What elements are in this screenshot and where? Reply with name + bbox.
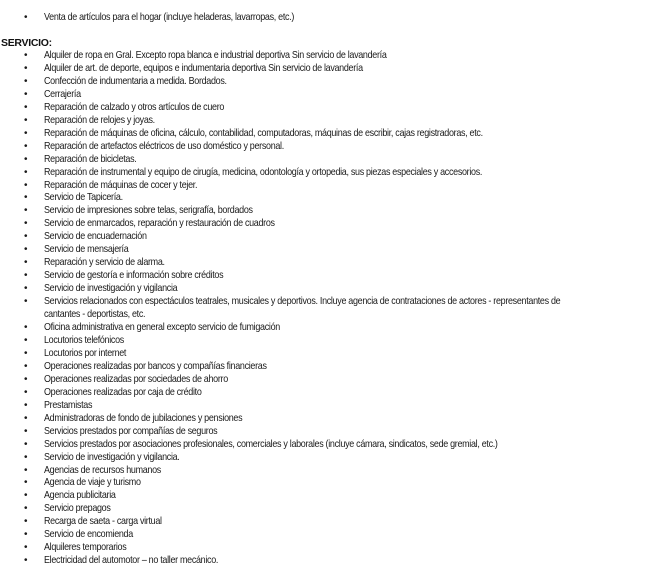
list-item (0, 205, 656, 218)
list-item (0, 257, 656, 270)
bullet-icon: • (24, 399, 28, 411)
list-item-text: Servicio de enmarcados, reparación y restauración de cuadros (44, 218, 275, 230)
list-item-text: Servicio de investigación y vigilancia (44, 283, 178, 295)
bullet-icon: • (24, 516, 28, 528)
section-title: SERVICIO: (1, 37, 52, 49)
list-item (0, 555, 656, 568)
servicio-list (0, 50, 656, 568)
bullet-icon: • (24, 179, 28, 191)
list-item-text: Operaciones realizadas por sociedades de ahorro (44, 373, 228, 385)
list-item-text: Alquileres temporarios (44, 542, 127, 554)
bullet-icon: • (24, 127, 28, 139)
list-item (0, 270, 656, 283)
list-item (0, 192, 656, 205)
bullet-icon: • (24, 425, 28, 437)
list-item (0, 490, 656, 503)
bullet-icon: • (24, 257, 28, 269)
list-item-text: Operaciones realizadas por caja de crédito (44, 386, 202, 398)
list-item-text: Operaciones realizadas por bancos y compañías financieras (44, 360, 267, 372)
list-item-text: Agencias de recursos humanos (44, 464, 161, 476)
list-item (0, 413, 656, 426)
bullet-icon: • (24, 529, 28, 541)
list-item (0, 76, 656, 89)
list-item-text: Reparación de relojes y joyas. (44, 114, 155, 126)
list-item (0, 361, 656, 374)
bullet-icon: • (24, 50, 28, 61)
list-item (0, 400, 656, 413)
list-item-text: Alquiler de ropa en Gral. Excepto ropa blanca e industrial deportiva Sin servicio de lavandería (44, 50, 387, 61)
list-item-text: Alquiler de art. de deporte, equipos e indumentaria deportiva Sin servicio de lavandería (44, 62, 363, 74)
list-item-text: Agencia publicitaria (44, 490, 116, 502)
list-item-text: Reparación de artefactos eléctricos de uso doméstico y personal. (44, 140, 284, 152)
bullet-icon: • (24, 166, 28, 178)
list-item (0, 439, 656, 452)
list-item (0, 89, 656, 102)
list-item-text: Servicios prestados por compañías de seguros (44, 425, 218, 437)
list-item-text: Reparación de máquinas de oficina, cálculo, contabilidad, computadoras, máquinas de escribir, cajas registradoras, etc. (44, 127, 483, 139)
list-item (0, 12, 656, 25)
list-item (0, 322, 656, 335)
bullet-icon: • (24, 360, 28, 372)
list-item (0, 50, 656, 63)
list-item (0, 477, 656, 490)
list-item-text: Locutorios telefónicos (44, 334, 124, 346)
list-item-text: Servicio de encuadernación (44, 231, 147, 243)
bullet-icon: • (24, 296, 28, 308)
list-item-text: Servicio de Tapicería. (44, 192, 123, 204)
list-item (0, 348, 656, 361)
list-item-text: cantantes - deportistas, etc. (44, 309, 146, 321)
list-item-text: Servicio de gestoría e información sobre créditos (44, 270, 224, 282)
bullet-icon: • (24, 218, 28, 230)
list-item-text: Recarga de saeta - carga virtual (44, 516, 162, 528)
bullet-icon: • (24, 490, 28, 502)
bullet-icon: • (24, 503, 28, 515)
list-item-text: Servicio de impresiones sobre telas, serigrafía, bordados (44, 205, 253, 217)
bullet-icon: • (24, 244, 28, 256)
list-item-text: Reparación y servicio de alarma. (44, 257, 165, 269)
list-item (0, 387, 656, 400)
list-item-text: Servicios relacionados con espectáculos teatrales, musicales y deportivos. Incluye agencia de contrataciones de actores - representantes de (44, 296, 561, 308)
bullet-icon: • (24, 451, 28, 463)
list-item (0, 102, 656, 115)
list-item-text: Reparación de instrumental y equipo de cirugía, medicina, odontología y ortopedia, sus piezas especiales y accesorios. (44, 166, 483, 178)
list-item (0, 503, 656, 516)
list-item-text: Cerrajería (44, 88, 81, 100)
list-item (0, 141, 656, 154)
list-item (0, 231, 656, 244)
bullet-icon: • (24, 270, 28, 282)
bullet-icon: • (24, 334, 28, 346)
list-item-text: Prestamistas (44, 399, 93, 411)
bullet-icon: • (24, 438, 28, 450)
list-item-text: Servicio de investigación y vigilancia. (44, 451, 180, 463)
bullet-icon: • (24, 322, 28, 334)
list-item-text: Reparación de calzado y otros artículos de cuero (44, 101, 225, 113)
bullet-icon: • (24, 140, 28, 152)
list-item (0, 335, 656, 348)
list-item (0, 283, 656, 296)
bullet-icon: • (24, 464, 28, 476)
list-item (0, 529, 656, 542)
top-list (0, 12, 656, 25)
list-item-text: Agencia de viaje y turismo (44, 477, 141, 489)
bullet-icon: • (24, 192, 28, 204)
bullet-icon: • (24, 62, 28, 74)
bullet-icon: • (24, 555, 28, 567)
list-item-text: Servicios prestados por asociaciones profesionales, comerciales y laborales (incluye cámara, sindicatos, sede gremial, etc.) (44, 438, 498, 450)
list-item-continuation (0, 309, 656, 322)
bullet-icon: • (24, 101, 28, 113)
list-item-text: Servicio de mensajería (44, 244, 129, 256)
list-item-text: Electricidad del automotor – no taller mecánico. (44, 555, 219, 567)
bullet-icon: • (24, 88, 28, 100)
bullet-icon: • (24, 153, 28, 165)
bullet-icon: • (24, 373, 28, 385)
list-item (0, 244, 656, 257)
list-item-text: Locutorios por internet (44, 347, 127, 359)
bullet-icon: • (24, 412, 28, 424)
bullet-icon: • (24, 347, 28, 359)
list-item (0, 115, 656, 128)
list-item (0, 516, 656, 529)
list-item (0, 218, 656, 231)
bullet-icon: • (24, 477, 28, 489)
list-item (0, 154, 656, 167)
list-item-text: Administradoras de fondo de jubilaciones y pensiones (44, 412, 243, 424)
list-item (0, 426, 656, 439)
bullet-icon: • (24, 283, 28, 295)
list-item-text: Oficina administrativa en general excepto servicio de fumigación (44, 322, 280, 334)
bullet-icon: • (24, 12, 28, 23)
list-item-text: Venta de artículos para el hogar (incluye heladeras, lavarropas, etc.) (44, 12, 295, 23)
list-item (0, 63, 656, 76)
bullet-icon: • (24, 542, 28, 554)
list-item-text: Reparación de bicicletas. (44, 153, 137, 165)
bullet-icon: • (24, 231, 28, 243)
list-item (0, 180, 656, 193)
list-item-text: Confección de indumentaria a medida. Bordados. (44, 75, 227, 87)
list-item-text: Servicio prepagos (44, 503, 111, 515)
list-item-text: Reparación de máquinas de cocer y tejer. (44, 179, 198, 191)
list-item-text: Servicio de encomienda (44, 529, 133, 541)
bullet-icon: • (24, 386, 28, 398)
list-item (0, 465, 656, 478)
list-item (0, 374, 656, 387)
bullet-icon: • (24, 75, 28, 87)
list-item (0, 128, 656, 141)
list-item (0, 452, 656, 465)
bullet-icon: • (24, 114, 28, 126)
list-item (0, 542, 656, 555)
list-item (0, 296, 656, 309)
list-item (0, 167, 656, 180)
bullet-icon: • (24, 205, 28, 217)
